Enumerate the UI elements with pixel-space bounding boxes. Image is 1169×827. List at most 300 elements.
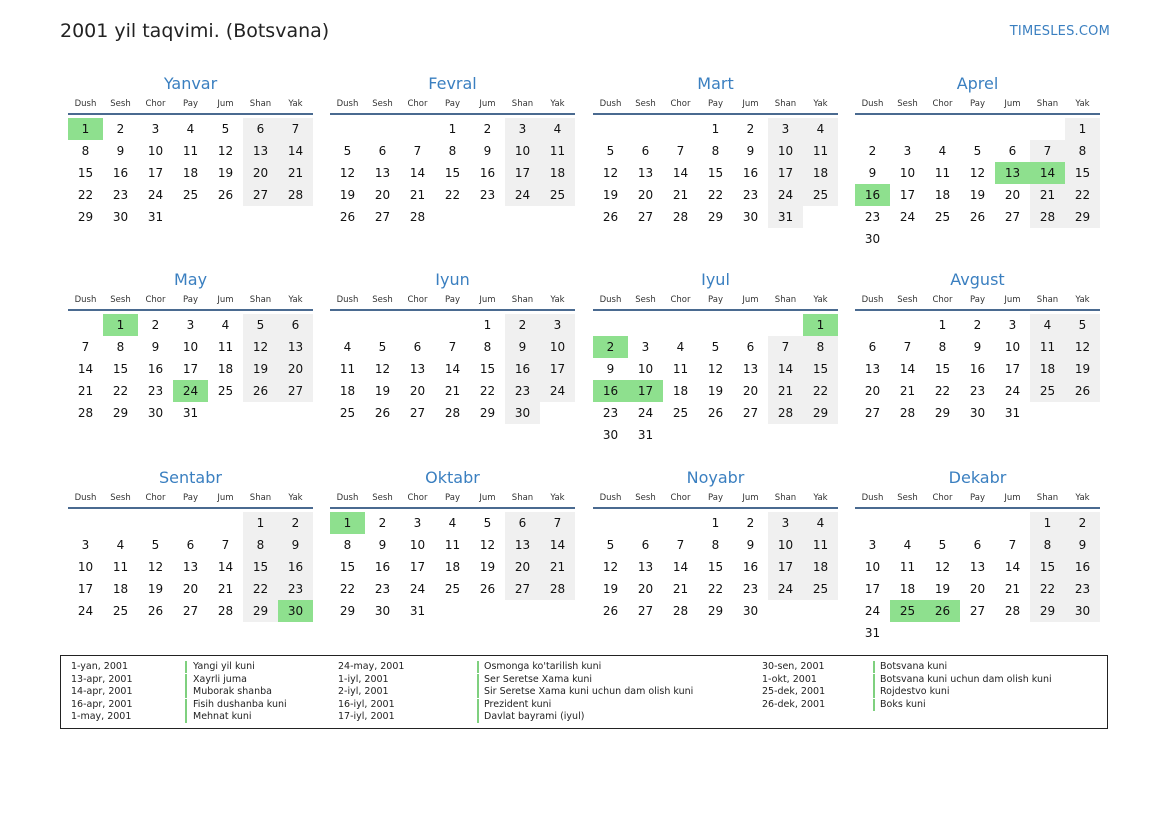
month-oktabr [330,467,575,621]
legend-marker [873,686,875,698]
day-cell: 12 [934,560,951,574]
day-cell: 24 [540,380,575,402]
day-cell: 12 [243,336,278,358]
day-cell: 9 [1065,534,1100,556]
day-cell: 23 [505,380,540,402]
legend-date: 1-okt, 2001 [762,673,817,685]
day-cell: 4 [540,118,575,140]
day-cell: 26 [217,188,234,202]
day-cell: 2 [868,144,877,158]
day-cell: 4 [903,538,912,552]
legend-marker [477,699,479,711]
day-cell: 6 [746,340,755,354]
day-cell: 19 [147,582,164,596]
day-cell: 27 [1004,210,1021,224]
day-grid [68,311,313,423]
legend-date: 14-apr, 2001 [71,686,133,697]
weekday-label: Yak [550,493,565,503]
weekday-header [855,291,1100,311]
day-cell: 10 [505,140,540,162]
day-cell: 25 [540,184,575,206]
weekday-label: Sesh [635,493,656,503]
day-cell: 3 [903,144,912,158]
day-cell: 26 [339,210,356,224]
day-cell: 6 [973,538,982,552]
holiday-day-cell: 24 [173,380,208,402]
day-cell: 27 [374,210,391,224]
day-cell: 26 [602,210,619,224]
day-cell: 29 [934,406,951,420]
day-cell: 5 [378,340,387,354]
day-cell: 2 [1065,512,1100,534]
legend-holiday-name: Sir Seretse Xama kuni uchun dam olish kuni [484,686,694,697]
day-cell: 12 [969,166,986,180]
legend-marker [477,711,479,723]
weekday-label: Chor [670,493,691,503]
day-cell: 6 [243,118,278,140]
holiday-day-cell: 14 [1030,162,1065,184]
holiday-day-cell: 1 [103,314,138,336]
day-cell: 19 [1065,358,1100,380]
day-cell: 13 [742,362,759,376]
day-cell: 6 [641,144,650,158]
day-cell: 21 [278,162,313,184]
day-cell: 20 [1004,188,1021,202]
legend-marker [873,661,875,673]
day-cell: 23 [602,406,619,420]
weekday-header [68,489,313,509]
day-cell: 15 [1065,162,1100,184]
day-cell: 4 [1030,314,1065,336]
day-grid [593,311,838,445]
day-cell: 8 [483,340,492,354]
day-cell: 12 [374,362,391,376]
day-cell: 27 [864,406,881,420]
day-cell: 20 [637,188,654,202]
day-cell: 23 [147,384,164,398]
day-cell: 25 [112,604,129,618]
day-cell: 3 [1008,318,1017,332]
day-cell: 24 [768,184,803,206]
day-cell: 28 [77,406,94,420]
weekday-label: Yak [288,295,303,305]
day-cell: 22 [112,384,129,398]
day-cell: 20 [505,556,540,578]
day-cell: 25 [672,406,689,420]
day-grid [330,311,575,423]
day-cell: 30 [505,402,540,424]
day-cell: 19 [217,166,234,180]
weekday-header [855,95,1100,115]
day-cell: 27 [182,604,199,618]
day-cell: 17 [147,166,164,180]
day-cell: 8 [1065,140,1100,162]
day-cell: 11 [339,362,356,376]
day-cell: 5 [938,538,947,552]
day-cell: 25 [182,188,199,202]
day-cell: 31 [637,428,654,442]
day-cell: 23 [374,582,391,596]
day-cell: 14 [278,140,313,162]
brand-link[interactable]: TIMESLES.COM [1009,24,1110,39]
day-cell: 18 [1030,358,1065,380]
weekday-label: Pay [183,99,198,109]
weekday-label: Jum [1004,99,1021,109]
day-cell: 27 [278,380,313,402]
month-name: Yanvar [163,74,218,93]
day-cell: 25 [444,582,461,596]
day-cell: 6 [505,512,540,534]
day-cell: 29 [1030,600,1065,622]
day-cell: 16 [742,560,759,574]
weekday-label: Yak [1075,295,1090,305]
day-cell: 2 [746,516,755,530]
day-cell: 4 [116,538,125,552]
day-cell: 30 [742,604,759,618]
day-cell: 30 [147,406,164,420]
month-mart [593,73,838,227]
day-cell: 13 [864,362,881,376]
day-cell: 18 [899,582,916,596]
day-cell: 11 [672,362,689,376]
day-cell: 21 [672,582,689,596]
day-cell: 16 [969,362,986,376]
day-cell: 11 [803,140,838,162]
weekday-label: Jum [1004,493,1021,503]
legend-date: 1-iyl, 2001 [338,673,389,685]
holiday-day-cell: 1 [803,314,838,336]
weekday-header [855,489,1100,509]
day-cell: 25 [1030,380,1065,402]
weekday-label: Dush [599,493,622,503]
day-cell: 7 [1008,538,1017,552]
day-cell: 29 [243,600,278,622]
day-cell: 2 [746,122,755,136]
day-cell: 15 [112,362,129,376]
weekday-label: Shan [774,99,797,109]
day-cell: 5 [483,516,492,530]
day-cell: 22 [444,188,461,202]
day-cell: 8 [243,534,278,556]
day-cell: 26 [1065,380,1100,402]
day-cell: 8 [448,144,457,158]
weekday-label: Chor [670,295,691,305]
day-cell: 30 [1065,600,1100,622]
weekday-label: Shan [1036,99,1059,109]
day-grid [593,115,838,227]
day-cell: 8 [1030,534,1065,556]
legend-date: 24-may, 2001 [338,661,405,672]
day-cell: 28 [899,406,916,420]
day-cell: 1 [711,516,720,530]
day-cell: 16 [147,362,164,376]
month-name: Fevral [428,74,477,93]
legend-marker [477,674,479,686]
day-cell: 21 [409,188,426,202]
day-cell: 2 [483,122,492,136]
day-cell: 11 [934,166,951,180]
day-cell: 26 [479,582,496,596]
day-cell: 30 [112,210,129,224]
day-cell: 25 [217,384,234,398]
weekday-label: Jum [217,99,234,109]
legend-date: 16-apr, 2001 [71,698,133,710]
day-cell: 8 [81,144,90,158]
month-name: Sentabr [159,468,222,487]
day-cell: 22 [707,582,724,596]
day-cell: 2 [505,314,540,336]
day-cell: 14 [77,362,94,376]
month-name: Mart [697,74,734,93]
weekday-label: Chor [932,493,953,503]
day-cell: 24 [147,188,164,202]
day-cell: 13 [374,166,391,180]
legend-holiday-name: Fisih dushanba kuni [193,698,287,710]
day-cell: 24 [637,406,654,420]
day-cell: 17 [768,162,803,184]
legend-holiday-name: Muborak shanba [193,686,272,697]
day-cell: 1 [938,318,947,332]
day-cell: 6 [641,538,650,552]
day-cell: 19 [969,188,986,202]
day-cell: 19 [339,188,356,202]
day-cell: 2 [973,318,982,332]
legend-marker [185,661,187,673]
day-cell: 4 [221,318,230,332]
day-cell: 28 [217,604,234,618]
weekday-label: Shan [511,99,534,109]
day-cell: 16 [278,556,313,578]
day-cell: 15 [339,560,356,574]
day-cell: 11 [803,534,838,556]
day-cell: 14 [1004,560,1021,574]
day-cell: 18 [182,166,199,180]
day-cell: 7 [413,144,422,158]
weekday-label: Jum [1004,295,1021,305]
weekday-label: Shan [249,99,272,109]
day-cell: 28 [409,210,426,224]
holiday-day-cell: 30 [278,600,313,622]
weekday-header [330,291,575,311]
month-name: May [173,270,208,289]
day-cell: 3 [768,512,803,534]
weekday-label: Dush [74,493,97,503]
weekday-label: Dush [861,99,884,109]
day-cell: 28 [768,402,803,424]
weekday-label: Sesh [897,99,918,109]
day-cell: 7 [448,340,457,354]
weekday-label: Yak [1075,99,1090,109]
weekday-header [330,489,575,509]
day-cell: 24 [409,582,426,596]
day-cell: 29 [77,210,94,224]
day-cell: 6 [378,144,387,158]
day-cell: 1 [243,512,278,534]
weekday-label: Shan [1036,295,1059,305]
day-cell: 13 [637,560,654,574]
weekday-label: Chor [145,295,166,305]
holiday-day-cell: 1 [68,118,103,140]
day-cell: 17 [899,188,916,202]
day-cell: 2 [151,318,160,332]
day-cell: 5 [1065,314,1100,336]
legend-date: 16-iyl, 2001 [338,698,395,710]
month-name: Avgust [950,270,1005,289]
legend-holiday-name: Mehnat kuni [193,711,252,722]
day-cell: 14 [672,166,689,180]
legend-holiday-name: Botsvana kuni [880,661,948,672]
day-cell: 15 [77,166,94,180]
day-cell: 12 [147,560,164,574]
day-cell: 31 [409,604,426,618]
day-cell: 17 [768,556,803,578]
day-cell: 3 [641,340,650,354]
day-grid [855,115,1100,249]
day-cell: 26 [602,604,619,618]
day-cell: 6 [186,538,195,552]
day-cell: 16 [742,166,759,180]
day-cell: 22 [339,582,356,596]
holiday-day-cell: 25 [890,600,925,622]
day-cell: 12 [602,560,619,574]
day-cell: 7 [768,336,803,358]
day-cell: 28 [540,578,575,600]
day-cell: 13 [409,362,426,376]
day-cell: 4 [186,122,195,136]
day-cell: 28 [672,604,689,618]
day-cell: 16 [374,560,391,574]
day-cell: 21 [672,188,689,202]
month-yanvar [68,73,313,227]
day-cell: 4 [803,512,838,534]
day-cell: 5 [343,144,352,158]
day-cell: 27 [409,406,426,420]
weekday-label: Yak [813,99,828,109]
weekday-label: Dush [861,493,884,503]
day-cell: 24 [1004,384,1021,398]
day-cell: 14 [540,534,575,556]
day-cell: 26 [969,210,986,224]
weekday-label: Dush [336,295,359,305]
day-cell: 18 [444,560,461,574]
month-sentabr [68,467,313,621]
day-cell: 17 [1004,362,1021,376]
day-cell: 27 [637,210,654,224]
day-cell: 17 [77,582,94,596]
day-cell: 7 [221,538,230,552]
weekday-label: Pay [183,295,198,305]
day-cell: 19 [707,384,724,398]
holiday-day-cell: 2 [593,336,628,358]
day-cell: 4 [938,144,947,158]
day-cell: 5 [711,340,720,354]
day-cell: 4 [676,340,685,354]
day-cell: 5 [973,144,982,158]
weekday-header [593,291,838,311]
legend-holiday-name: Ser Seretse Xama kuni [484,673,593,685]
day-cell: 21 [768,380,803,402]
day-cell: 20 [374,188,391,202]
weekday-label: Chor [145,99,166,109]
day-cell: 1 [1030,512,1065,534]
weekday-label: Dush [74,295,97,305]
day-cell: 18 [803,556,838,578]
day-cell: 30 [602,428,619,442]
day-cell: 9 [505,336,540,358]
holiday-day-cell: 17 [628,380,663,402]
day-cell: 29 [1065,206,1100,228]
weekday-label: Yak [550,99,565,109]
weekday-header [593,489,838,509]
day-cell: 10 [899,166,916,180]
day-cell: 20 [182,582,199,596]
legend-date: 13-apr, 2001 [71,673,133,685]
weekday-label: Jum [742,99,759,109]
day-cell: 21 [77,384,94,398]
month-name: Iyun [435,270,470,289]
month-name: Iyul [701,270,730,289]
weekday-label: Dush [336,99,359,109]
day-cell: 18 [540,162,575,184]
day-cell: 9 [151,340,160,354]
day-cell: 9 [378,538,387,552]
weekday-label: Chor [932,295,953,305]
legend-marker [185,711,187,723]
weekday-label: Sesh [635,99,656,109]
day-grid [855,509,1100,643]
day-cell: 8 [938,340,947,354]
day-cell: 9 [483,144,492,158]
day-cell: 22 [479,384,496,398]
month-avgust [855,269,1100,423]
day-cell: 13 [637,166,654,180]
holiday-day-cell: 16 [855,184,890,206]
day-cell: 28 [444,406,461,420]
day-cell: 22 [1030,578,1065,600]
weekday-label: Shan [1036,493,1059,503]
legend-holiday-name: Prezident kuni [484,698,552,710]
day-cell: 29 [707,210,724,224]
day-cell: 28 [1030,206,1065,228]
day-cell: 18 [672,384,689,398]
day-cell: 25 [934,210,951,224]
weekday-label: Pay [445,99,460,109]
weekday-label: Sesh [110,99,131,109]
legend-marker [873,699,875,711]
weekday-label: Yak [288,99,303,109]
day-cell: 3 [81,538,90,552]
day-cell: 8 [711,144,720,158]
day-cell: 9 [973,340,982,354]
day-cell: 5 [606,538,615,552]
legend-holiday-name: Osmonga ko'tarilish kuni [484,661,602,672]
weekday-label: Jum [217,295,234,305]
day-cell: 11 [182,144,199,158]
day-cell: 13 [182,560,199,574]
day-cell: 8 [803,336,838,358]
day-cell: 11 [1030,336,1065,358]
day-cell: 12 [707,362,724,376]
day-cell: 25 [339,406,356,420]
day-cell: 20 [969,582,986,596]
day-cell: 15 [243,556,278,578]
day-cell: 12 [217,144,234,158]
day-cell: 23 [864,210,881,224]
day-cell: 12 [339,166,356,180]
day-cell: 10 [540,336,575,358]
day-grid [330,509,575,621]
legend-date: 30-sen, 2001 [762,661,825,672]
